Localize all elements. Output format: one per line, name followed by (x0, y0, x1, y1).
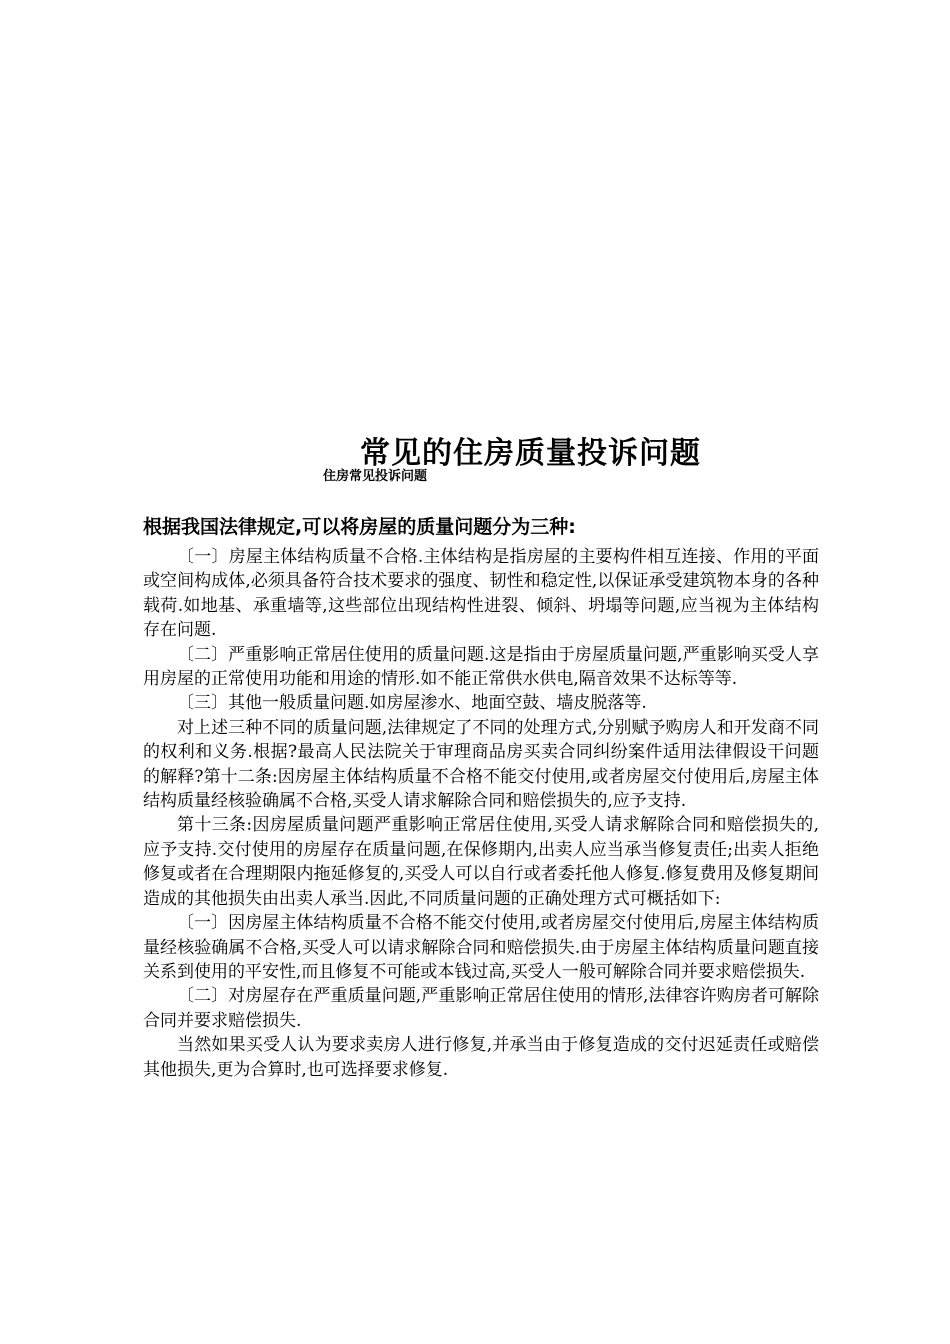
paragraph: 对上述三种不同的质量问题,法律规定了不同的处理方式,分别赋予购房人和开发商不同的权利和义务.根据?最高人民法院关于审理商品房买卖合同纠纷案件适用法律假设干问题的解释?第十二条:因房屋主体结构质量不合格不能交付使用,或者房屋交付使用后,房屋主体结构质量经核验确属不合格,买受人请求解除合同和赔偿损失的,应予支持. (143, 717, 819, 812)
document-title: 常见的住房质量投诉问题 (360, 436, 701, 471)
section-heading: 根据我国法律规定,可以将房屋的质量问题分为三种: (143, 516, 576, 538)
paragraph: 〔三〕其他一般质量问题.如房屋渗水、地面空鼓、墙皮脱落等. (177, 693, 647, 714)
paragraph: 〔一〕房屋主体结构质量不合格.主体结构是指房屋的主要构件相互连接、作用的平面或空间构成体,必须具备符合技术要求的强度、韧性和稳定性,以保证承受建筑物本身的各种载荷.如地基、承重墙等,这些部位出现结构性进裂、倾斜、坍塌等问题,应当视为主体结构存在问题. (143, 547, 819, 641)
paragraph: 〔一〕因房屋主体结构质量不合格不能交付使用,或者房屋交付使用后,房屋主体结构质量经核验确属不合格,买受人可以请求解除合同和赔偿损失.由于房屋主体结构质量问题直接关系到使用的平安性,而且修复不可能或本钱过高,买受人一般可解除合同并要求赔偿损失. (143, 913, 819, 982)
paragraph: 当然如果买受人认为要求卖房人进行修复,并承当由于修复造成的交付迟延责任或赔偿其他损失,更为合算时,也可选择要求修复. (143, 1035, 819, 1080)
document-subtitle: 住房常见投诉问题 (323, 469, 428, 484)
document-body (143, 545, 819, 1082)
paragraph: 第十三条:因房屋质量问题严重影响正常居住使用,买受人请求解除合同和赔偿损失的,应予支持.交付使用的房屋存在质量问题,在保修期内,出卖人应当承当修复责任;出卖人拒绝修复或者在合理期限内拖延修复的,买受人可以自行或者委托他人修复.修复费用及修复期间造成的其他损失由出卖人承当.因此,不同质量问题的正确处理方式可概括如下: (143, 815, 819, 909)
paragraph: 〔二〕对房屋存在严重质量问题,严重影响正常居住使用的情形,法律容许购房者可解除合同并要求赔偿损失. (143, 986, 819, 1031)
paragraph: 〔二〕严重影响正常居住使用的质量问题.这是指由于房屋质量问题,严重影响买受人享用房屋的正常使用功能和用途的情形.如不能正常供水供电,隔音效果不达标等等. (143, 644, 819, 690)
